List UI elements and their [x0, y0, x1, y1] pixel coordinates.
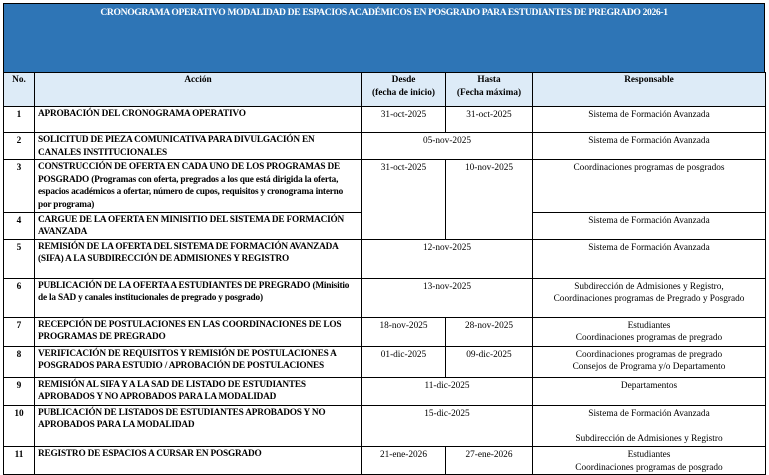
schedule-table — [3, 72, 766, 475]
table-row — [4, 107, 766, 133]
row-accion: REGISTRO DE ESPACIOS A CURSAR EN POSGRADO — [35, 446, 362, 474]
row-fecha: 15-dic-2025 — [362, 405, 533, 446]
row-responsable — [533, 212, 766, 239]
responsable-line: Sistema de Formación Avanzada — [588, 408, 710, 419]
header-desde-label: Desde — [391, 75, 416, 85]
row-accion: CARGUE DE LA OFERTA EN MINISITIO DEL SISTEMA DE FORMACIÓN AVANZADA — [35, 212, 362, 239]
row-number: 6 — [4, 278, 35, 317]
header-row — [4, 73, 766, 107]
row-desde: 31-oct-2025 — [362, 107, 446, 133]
header-desde-sub: (fecha de inicio) — [372, 87, 435, 98]
row-fecha: 13-nov-2025 — [362, 278, 533, 317]
row-number: 8 — [4, 346, 35, 377]
row-accion: PUBLICACIÓN DE LISTADOS DE ESTUDIANTES APROBADOS Y NO APROBADOS PARA LA MODALIDAD — [35, 405, 362, 446]
responsable-line: Coordinaciones programas de posgrados — [573, 163, 725, 174]
responsable-line: Consejos de Programa y/o Departamento — [572, 362, 726, 373]
header-accion: Acción — [35, 73, 362, 107]
row-responsable — [533, 377, 766, 405]
row-fecha: 11-dic-2025 — [362, 377, 533, 405]
page-title: CRONOGRAMA OPERATIVO MODALIDAD DE ESPACIOS ACADÉMICOS EN POSGRADO PARA ESTUDIANTES DE PREGRADO 2026-1 — [100, 7, 668, 18]
row-number: 11 — [4, 446, 35, 474]
row-desde: 18-nov-2025 — [362, 317, 446, 346]
table-row — [4, 446, 766, 474]
row-responsable — [533, 107, 766, 133]
line-gap — [536, 420, 762, 433]
row-desde: 21-ene-2026 — [362, 446, 446, 474]
responsable-line: Sistema de Formación Avanzada — [588, 110, 710, 120]
row-accion: CONSTRUCCIÓN DE OFERTA EN CADA UNO DE LOS PROGRAMAS DE POSGRADO (Programas con oferta, pregrados a los que está dirigida la oferta, espacios académicos a ofertar, número de cupos, requisitos y cronograma interno por programa) — [35, 160, 362, 212]
responsable-line: Coordinaciones programas de pregrado — [575, 333, 723, 344]
row-responsable — [533, 278, 766, 317]
table-row — [4, 405, 766, 446]
row-fecha: 12-nov-2025 — [362, 239, 533, 278]
responsable-line: Subdirección de Admisiones y Registro, — [574, 281, 724, 292]
row-number: 9 — [4, 377, 35, 405]
row-number: 5 — [4, 239, 35, 278]
row-hasta: 27-ene-2026 — [446, 446, 533, 474]
responsable-line: Estudiantes — [627, 320, 671, 331]
responsable-line: Coordinaciones programas de posgrado — [575, 462, 723, 473]
row-accion: REMISIÓN DE LA OFERTA DEL SISTEMA DE FORMACIÓN AVANZADA (SIFA) A LA SUBDIRECCIÓN DE ADMISIONES Y REGISTRO — [35, 239, 362, 278]
row-accion: VERIFICACIÓN DE REQUISITOS Y REMISIÓN DE POSTULACIONES A POSGRADOS PARA ESTUDIO / APROBACIÓN DE POSTULACIONES — [35, 346, 362, 377]
header-no: No. — [4, 73, 35, 107]
row-fecha: 05-nov-2025 — [362, 133, 533, 160]
header-hasta-label: Hasta — [477, 75, 501, 85]
row-hasta: 28-nov-2025 — [446, 317, 533, 346]
table-row — [4, 377, 766, 405]
table-row — [4, 278, 766, 317]
row-accion: SOLICITUD DE PIEZA COMUNICATIVA PARA DIVULGACIÓN EN CANALES INSTITUCIONALES — [35, 133, 362, 160]
row-accion: REMISIÓN AL SIFA Y A LA SAD DE LISTADO DE ESTUDIANTES APROBADOS Y NO APROBADOS PARA LA MODALIDAD — [35, 377, 362, 405]
header-hasta-sub: (Fecha máxima) — [456, 87, 522, 98]
responsable-line: Estudiantes — [627, 449, 671, 460]
responsable-line: Coordinaciones programas de Pregrado y Posgrado — [553, 294, 745, 305]
row-hasta: 09-dic-2025 — [446, 346, 533, 377]
row-responsable — [533, 317, 766, 346]
table-row — [4, 346, 766, 377]
responsable-line: Sistema de Formación Avanzada — [588, 136, 710, 146]
table-row — [4, 317, 766, 346]
row-responsable — [533, 446, 766, 474]
responsable-line: Subdirección de Admisiones y Registro — [575, 434, 723, 445]
title-band — [3, 3, 765, 74]
row-accion: PUBLICACIÓN DE LA OFERTA A ESTUDIANTES DE PREGRADO (Minisitio de la SAD y canales institucionales de pregrado y posgrado) — [35, 278, 362, 317]
row-accion: RECEPCIÓN DE POSTULACIONES EN LAS COORDINACIONES DE LOS PROGRAMAS DE PREGRADO — [35, 317, 362, 346]
row-responsable — [533, 160, 766, 212]
row-number: 10 — [4, 405, 35, 446]
row-responsable — [533, 133, 766, 160]
responsable-line: Departamentos — [620, 380, 678, 391]
responsable-line: Coordinaciones programas de pregrado — [575, 349, 723, 360]
row-accion: APROBACIÓN DEL CRONOGRAMA OPERATIVO — [35, 107, 362, 133]
header-desde — [362, 73, 446, 107]
responsable-line: Sistema de Formación Avanzada — [588, 242, 710, 253]
row-responsable — [533, 405, 766, 446]
responsable-line: Sistema de Formación Avanzada — [588, 215, 710, 226]
header-responsable: Responsable — [533, 73, 766, 107]
row-number: 1 — [4, 107, 35, 133]
table-row — [4, 133, 766, 160]
header-hasta — [446, 73, 533, 107]
row-number: 2 — [4, 133, 35, 160]
row-number: 3 — [4, 160, 35, 212]
row-desde: 31-oct-2025 — [362, 160, 446, 240]
row-responsable — [533, 346, 766, 377]
row-responsable — [533, 239, 766, 278]
row-number: 7 — [4, 317, 35, 346]
row-hasta: 10-nov-2025 — [446, 160, 533, 240]
row-number: 4 — [4, 212, 35, 239]
row-desde: 01-dic-2025 — [362, 346, 446, 377]
table-row — [4, 239, 766, 278]
table-row — [4, 160, 766, 212]
row-hasta: 31-oct-2025 — [446, 107, 533, 133]
